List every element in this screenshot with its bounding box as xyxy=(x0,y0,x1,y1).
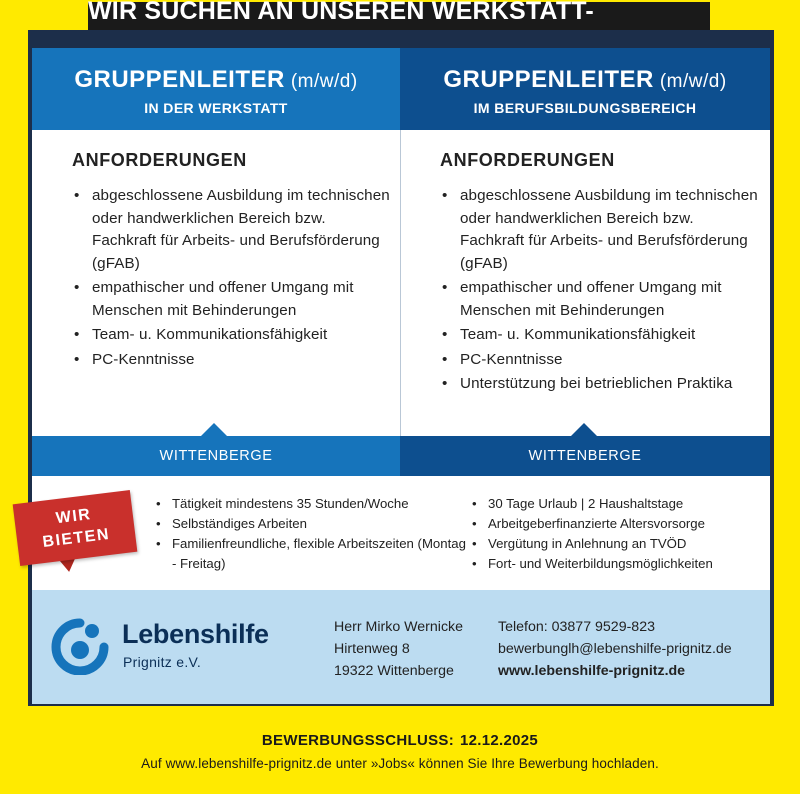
list-item: • 30 Tage Urlaub | 2 Haushaltstage xyxy=(472,494,713,514)
job-title-right: GRUPPENLEITER xyxy=(443,66,654,93)
list-item: • Vergütung in Anlehnung an TVÖD xyxy=(472,534,713,554)
job-subtitle-right: IM BERUFSBILDUNGSBEREICH xyxy=(473,100,697,116)
requirements-list-right xyxy=(440,185,760,396)
contact-street: Hirtenweg 8 xyxy=(334,641,410,657)
org-name: Lebenshilfe xyxy=(122,619,269,649)
list-item: • PC-Kenntnisse xyxy=(72,349,392,372)
list-item: • empathischer und offener Umgang mit Menschen mit Behinderungen xyxy=(72,277,392,322)
list-item: • Fort- und Weiterbildungsmöglichkeiten xyxy=(472,554,713,574)
lebenshilfe-logo-icon xyxy=(50,617,110,675)
job-subtitle-left: IN DER WERKSTATT xyxy=(144,100,288,116)
deadline-date: 12.12.2025 xyxy=(460,732,539,749)
column-divider xyxy=(400,130,401,436)
banner-title: WIR SUCHEN AN UNSEREN WERKSTATT- xyxy=(88,0,594,25)
gender-left: (m/w/d) xyxy=(290,71,358,92)
location-right: WITTENBERGE xyxy=(528,448,642,464)
gender-right: (m/w/d) xyxy=(659,71,727,92)
requirements-heading-right: ANFORDERUNGEN xyxy=(440,150,615,170)
upload-note: Auf www.lebenshilfe-prignitz.de unter »Jobs« können Sie Ihre Bewerbung hochladen. xyxy=(141,756,659,771)
offer-list-left xyxy=(156,494,472,574)
job-title-left: GRUPPENLEITER xyxy=(74,66,285,93)
list-item: • Team- u. Kommunikationsfähigkeit xyxy=(440,324,760,347)
location-bar-right xyxy=(400,436,770,476)
requirements-right xyxy=(440,150,760,398)
list-item: • empathischer und offener Umgang mit Menschen mit Behinderungen xyxy=(440,277,760,322)
list-item: • Arbeitgeberfinanzierte Altersvorsorge xyxy=(472,514,713,534)
contact-person-block xyxy=(334,616,463,682)
list-item: • Unterstützung bei betrieblichen Praktika xyxy=(440,373,760,396)
list-item: • Selbständiges Arbeiten xyxy=(156,514,472,534)
requirements-left xyxy=(72,150,392,373)
badge-line-1: WIR xyxy=(54,505,93,528)
requirements-heading-left: ANFORDERUNGEN xyxy=(72,150,247,170)
list-item: • abgeschlossene Ausbildung im technischen oder handwerklichen Bereich bzw. Fachkraft für Arbeits- und Berufsförderung (gFAB) xyxy=(440,185,760,275)
location-notch-right xyxy=(570,423,598,437)
location-bar-left xyxy=(32,436,400,476)
deadline xyxy=(0,732,800,749)
badge-line-2: BIETEN xyxy=(41,525,111,551)
offer-list-right xyxy=(472,494,713,574)
list-item: • abgeschlossene Ausbildung im technischen oder handwerklichen Bereich bzw. Fachkraft für Arbeits- und Berufsförderung (gFAB) xyxy=(72,185,392,275)
org-subtitle: Prignitz e.V. xyxy=(123,654,202,670)
contact-phone: Telefon: 03877 9529-823 xyxy=(498,619,655,635)
list-item: • Team- u. Kommunikationsfähigkeit xyxy=(72,324,392,347)
contact-email[interactable]: bewerbunglh@lebenshilfe-prignitz.de xyxy=(498,641,732,657)
deadline-label: BEWERBUNGSSCHLUSS: xyxy=(261,732,454,749)
list-item: • PC-Kenntnisse xyxy=(440,349,760,372)
requirements-list-left xyxy=(72,185,392,371)
header-werkstatt xyxy=(32,48,400,130)
location-left: WITTENBERGE xyxy=(159,448,273,464)
list-item: • Tätigkeit mindestens 35 Stunden/Woche xyxy=(156,494,472,514)
header-berufsbildung xyxy=(400,48,770,130)
contact-reach-block xyxy=(498,616,732,682)
contact-person: Herr Mirko Wernicke xyxy=(334,619,464,635)
contact-website[interactable]: www.lebenshilfe-prignitz.de xyxy=(498,663,686,679)
location-notch-left xyxy=(200,423,228,437)
contact-city: 19322 Wittenberge xyxy=(334,663,454,679)
list-item: • Familienfreundliche, flexible Arbeitszeiten (Montag - Freitag) xyxy=(156,534,472,574)
